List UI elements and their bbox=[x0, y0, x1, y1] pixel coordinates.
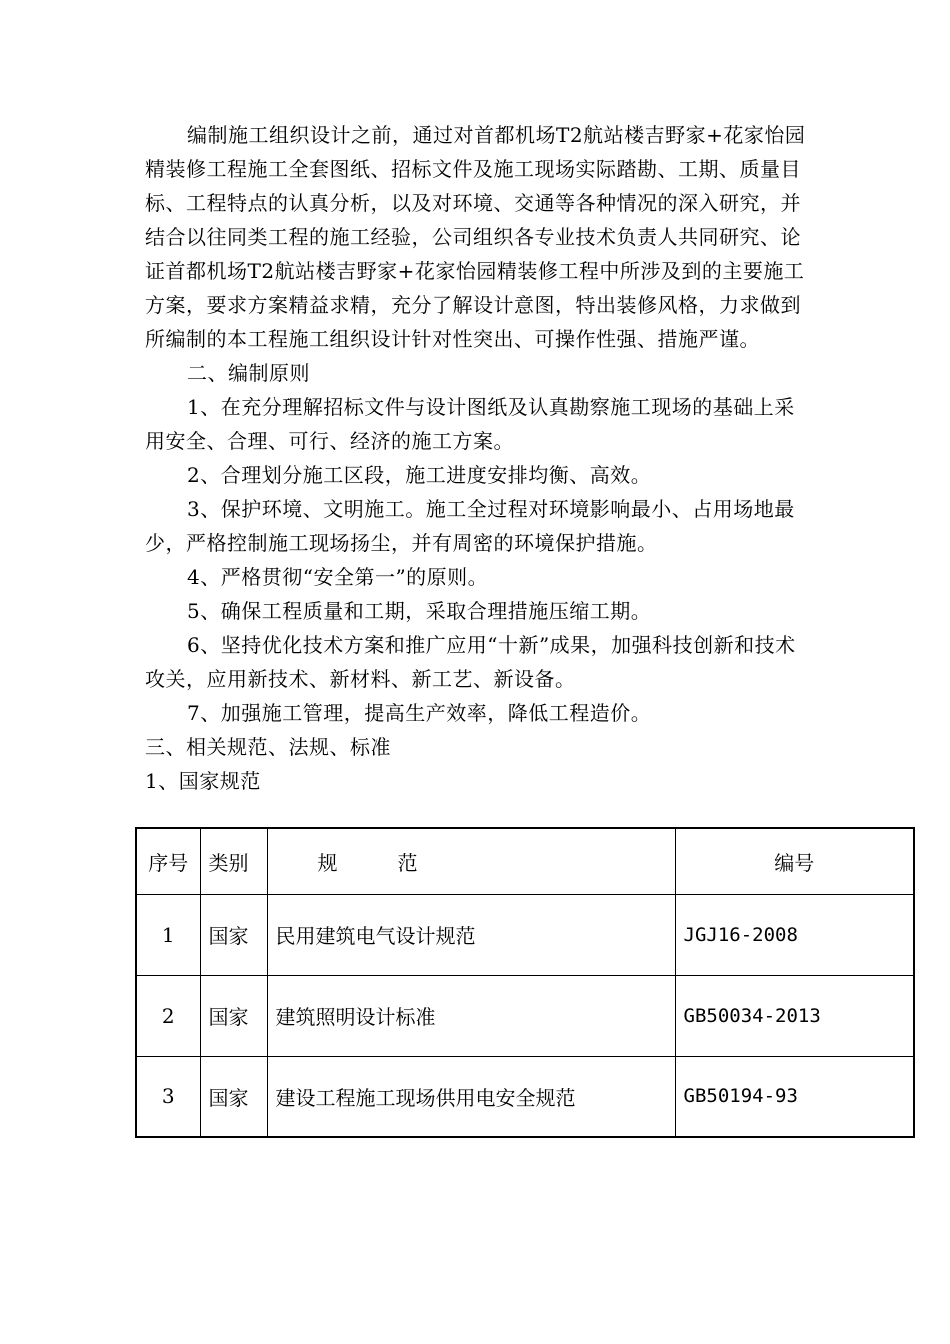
table-row bbox=[136, 975, 914, 1056]
principle-item: 1、在充分理解招标文件与设计图纸及认真勘察施工现场的基础上采用安全、合理、可行、经济的施工方案。 bbox=[145, 395, 795, 453]
cell-code: GB50194-93 bbox=[675, 1056, 914, 1137]
cell-num: 2 bbox=[136, 975, 200, 1056]
section-heading-standards: 三、相关规范、法规、标准 bbox=[145, 735, 391, 759]
principle-item: 6、坚持优化技术方案和推广应用“十新”成果，加强科技创新和技术攻关，应用新技术、新材料、新工艺、新设备。 bbox=[145, 633, 796, 691]
cell-num: 3 bbox=[136, 1056, 200, 1137]
subsection-heading-national: 1、国家规范 bbox=[145, 769, 261, 793]
cell-standard: 民用建筑电气设计规范 bbox=[267, 894, 675, 975]
principle-item: 5、确保工程质量和工期，采取合理措施压缩工期。 bbox=[187, 599, 652, 623]
principle-item: 3、保护环境、文明施工。施工全过程对环境影响最小、占用场地最少，严格控制施工现场扬尘，并有周密的环境保护措施。 bbox=[145, 497, 795, 555]
table-row bbox=[136, 1056, 914, 1137]
header-code: 编号 bbox=[675, 828, 914, 894]
header-standard: 规 范 bbox=[267, 828, 675, 894]
header-category: 类别 bbox=[200, 828, 267, 894]
cell-code: JGJ16-2008 bbox=[675, 894, 914, 975]
table-header-row bbox=[136, 828, 914, 894]
principle-item: 4、严格贯彻“安全第一”的原则。 bbox=[187, 565, 489, 589]
cell-standard: 建筑照明设计标准 bbox=[267, 975, 675, 1056]
header-num: 序号 bbox=[136, 828, 200, 894]
cell-code: GB50034-2013 bbox=[675, 975, 914, 1056]
cell-category: 国家 bbox=[200, 975, 267, 1056]
section-heading-principles: 二、编制原则 bbox=[187, 361, 310, 385]
cell-num: 1 bbox=[136, 894, 200, 975]
cell-category: 国家 bbox=[200, 1056, 267, 1137]
principle-item: 7、加强施工管理，提高生产效率，降低工程造价。 bbox=[187, 701, 652, 725]
standards-table bbox=[135, 827, 915, 1138]
cell-category: 国家 bbox=[200, 894, 267, 975]
cell-standard: 建设工程施工现场供用电安全规范 bbox=[267, 1056, 675, 1137]
intro-paragraph: 编制施工组织设计之前，通过对首都机场T2航站楼吉野家+花家怡园精装修工程施工全套图纸、招标文件及施工现场实际踏勘、工期、质量目标、工程特点的认真分析，以及对环境、交通等各种情况的深入研究，并结合以往同类工程的施工经验，公司组织各专业技术负责人共同研究、论证首都机场T2航站楼吉野家+花家怡园精装修工程中所涉及到的主要施工方案，要求方案精益求精，充分了解设计意图，特出装修风格，力求做到所编制的本工程施工组织设计针对性突出、可操作性强、措施严谨。 bbox=[145, 123, 806, 351]
principle-item: 2、合理划分施工区段，施工进度安排均衡、高效。 bbox=[187, 463, 652, 487]
document-body bbox=[145, 118, 810, 798]
table-row bbox=[136, 894, 914, 975]
